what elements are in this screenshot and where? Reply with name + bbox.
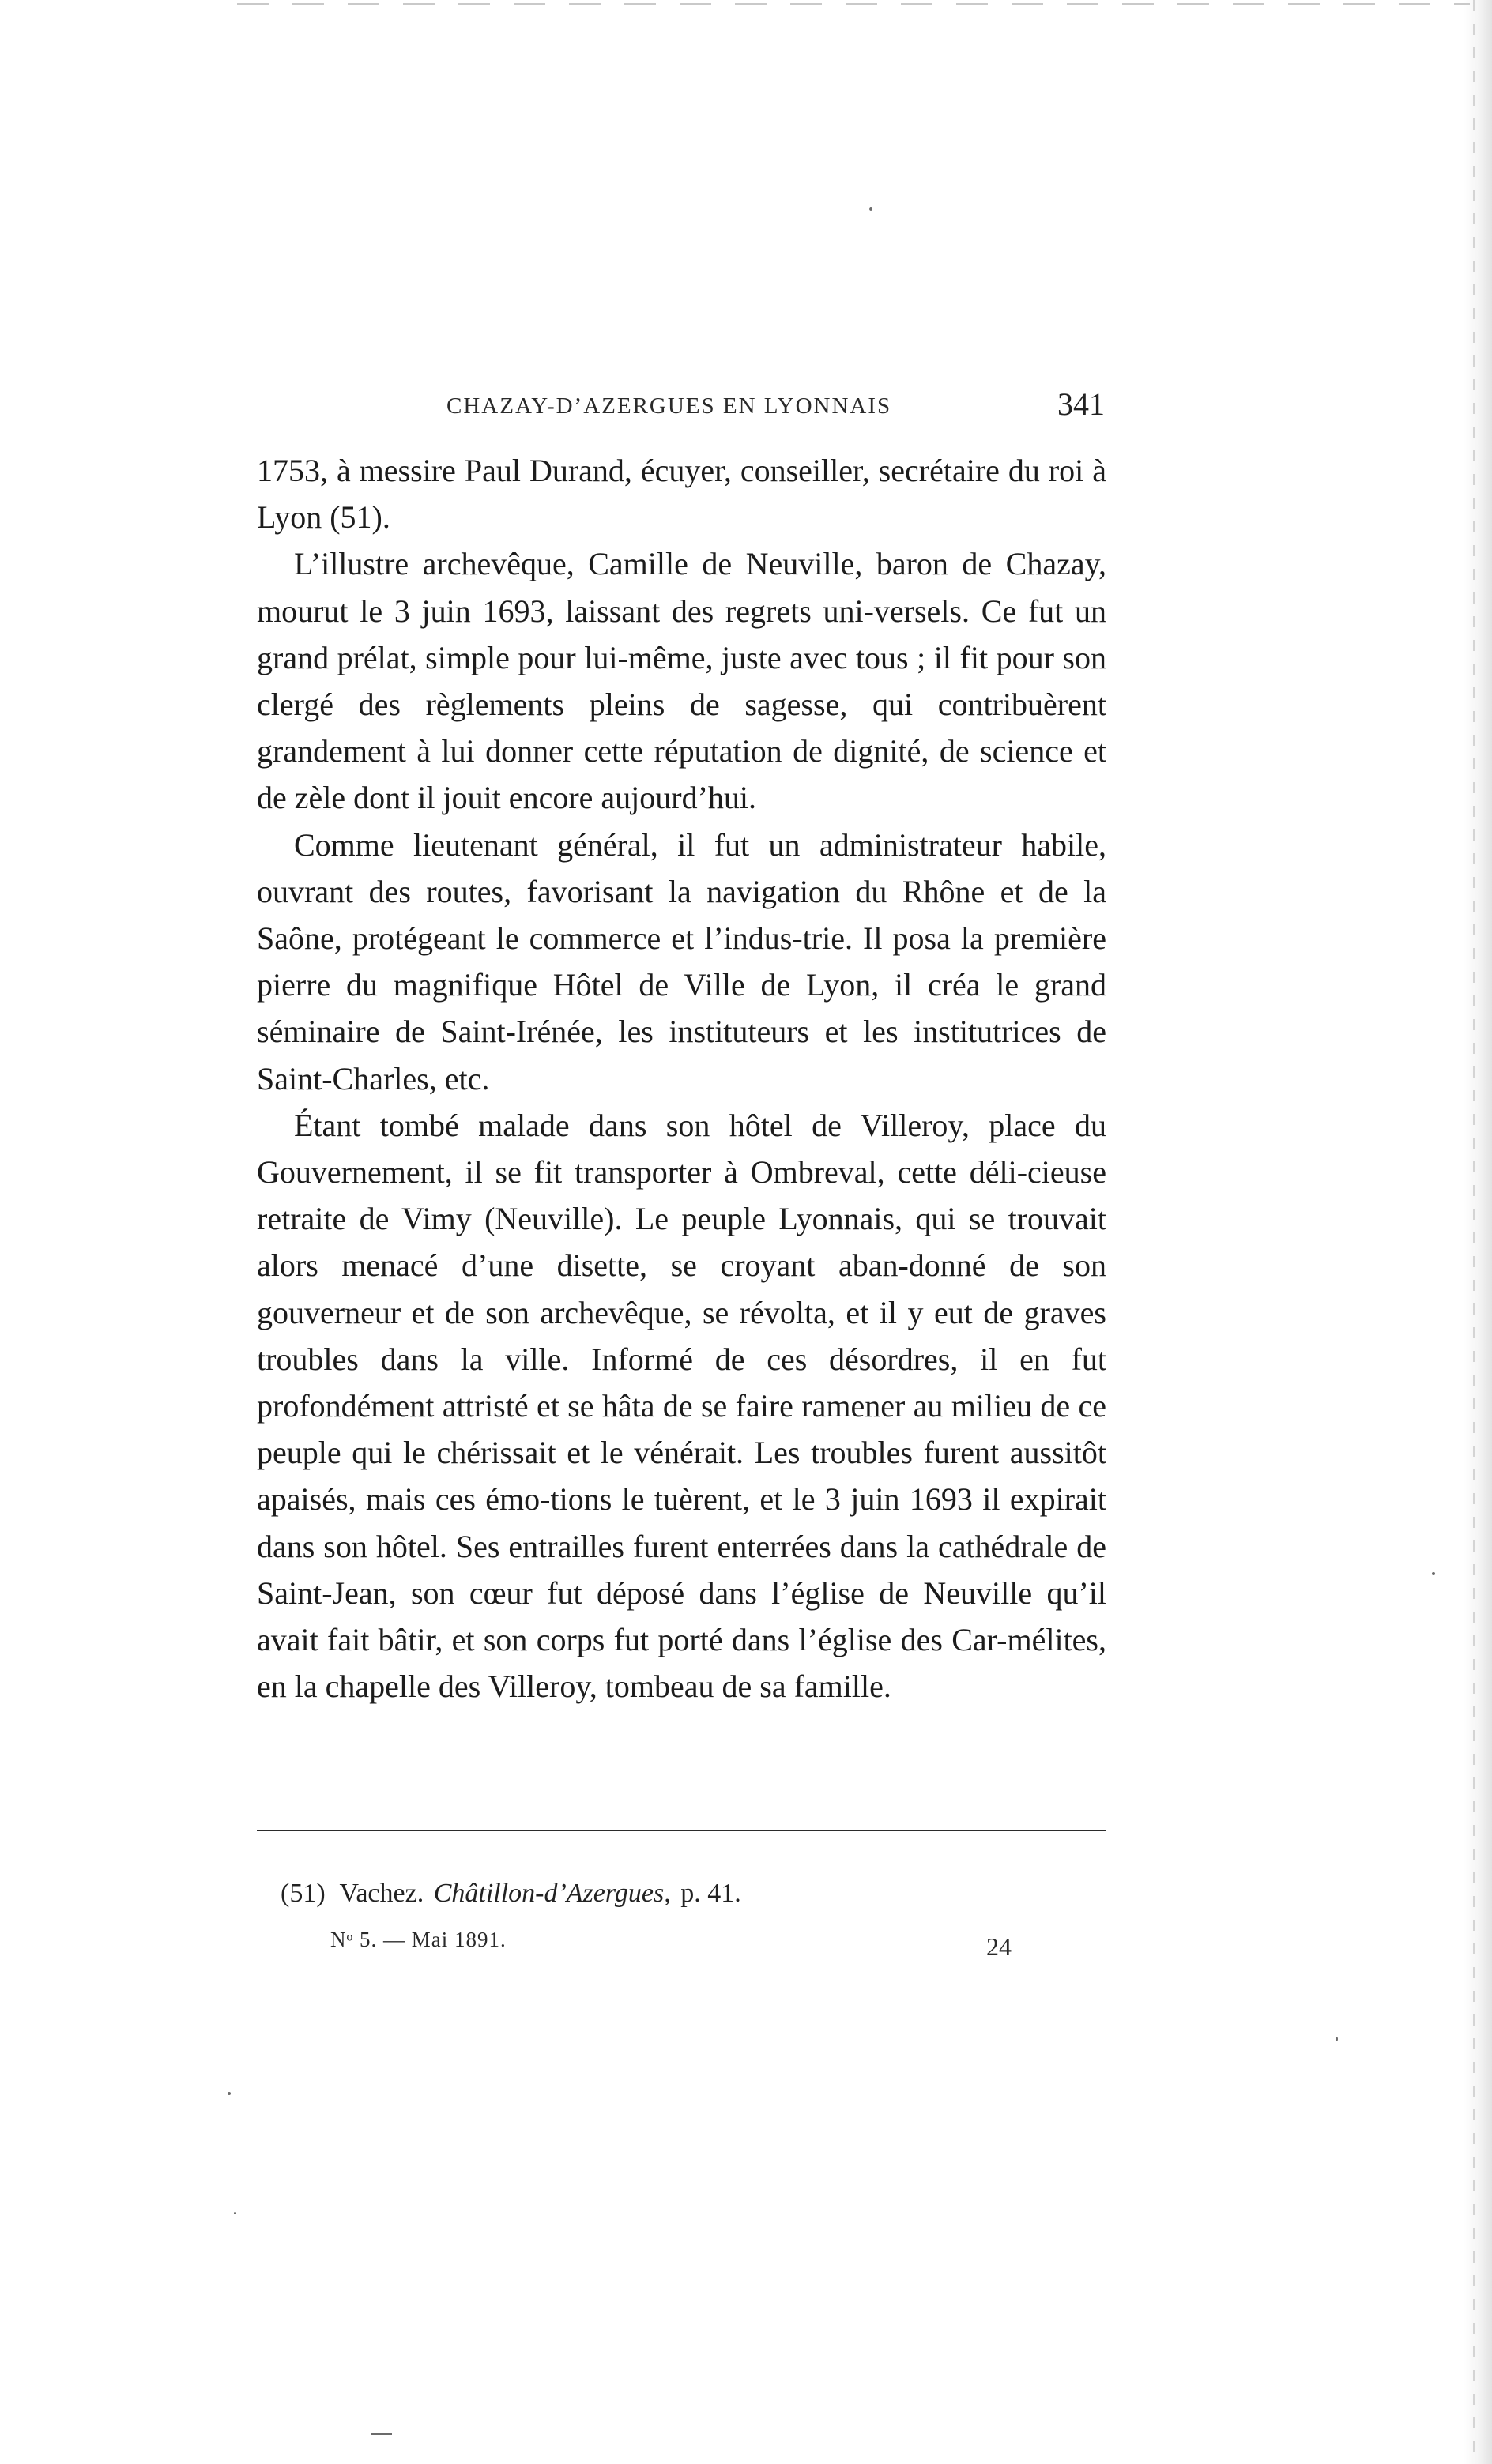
paragraph: Étant tombé malade dans son hôtel de Villeroy, place du Gouvernement, il se fit transporter à Ombreval, cette déli-cieuse retraite de Vimy (Neuville). Le peuple Lyonnais, qui se trouvait alors menacé d’une disette, se croyant aban-donné de son gouverneur et de son archevêque, se révolta, et il y eut de graves troubles dans la ville. Informé de ces désordres, il en fut profondément attristé et se hâta de se faire ramener au milieu de ce peuple qui le chérissait et le vénérait. Les troubles furent aussitôt apaisés, mais ces émo-tions le tuèrent, et le 3 juin 1693 il expirait dans son hôtel. Ses entrailles furent enterrées dans la cathédrale de Saint-Jean, son cœur fut déposé dans l’église de Neuville qu’il avait fait bâtir, et son corps fut porté dans l’église des Car-mélites, en la chapelle des Villeroy, tombeau de sa famille. [257,1107,1106,1705]
scan-speck [869,207,872,211]
body-text [257,447,1106,1710]
paragraph: Comme lieutenant général, il fut un administrateur habile, ouvrant des routes, favorisant la navigation du Rhône et de la Saône, protégeant le commerce et l’indus-trie. Il posa la première pierre du magnifique Hôtel de Ville de Lyon, il créa le grand séminaire de Saint-Irénée, les instituteurs et les institutrices de Saint-Charles, etc. [257,826,1106,1097]
footnote-source: Châtillon-d’Azergues, [433,1879,671,1908]
footnote-ref: (51) [281,1879,326,1908]
scan-speck [1432,1572,1435,1575]
scan-top-edge [237,3,1470,5]
signature-mark: 24 [986,1932,1012,1961]
page-header [257,386,1106,430]
scan-speck [1336,2037,1338,2041]
paragraph-continuation: 1753, à messire Paul Durand, écuyer, conseiller, secrétaire du roi à Lyon (51). [257,453,1106,536]
paragraph: L’illustre archevêque, Camille de Neuville, baron de Chazay, mourut le 3 juin 1693, laissant des regrets uni-versels. Ce fut un grand prélat, simple pour lui-même, juste avec tous ; il fit pour son clergé des règlements pleins de sagesse, qui contribuèrent grandement à lui donner cette réputation de dignité, de science et de zèle dont il jouit encore aujourd’hui. [257,546,1106,816]
issue-line: Nᵒ 5. — Mai 1891. [330,1928,507,1951]
scan-page-edge [1464,0,1492,2464]
running-title: CHAZAY-D’AZERGUES EN LYONNAIS [446,393,892,419]
scan-speck [228,2092,231,2095]
footnote-author: Vachez. [339,1879,424,1908]
footnote-separator [257,1830,1106,1831]
scan-speck [234,2212,236,2214]
scan-edge-line [1473,0,1475,2464]
footnote-page: p. 41. [680,1879,741,1908]
scan-speck [371,2433,392,2435]
footnote [281,1879,741,1909]
page-number: 341 [1057,386,1105,422]
